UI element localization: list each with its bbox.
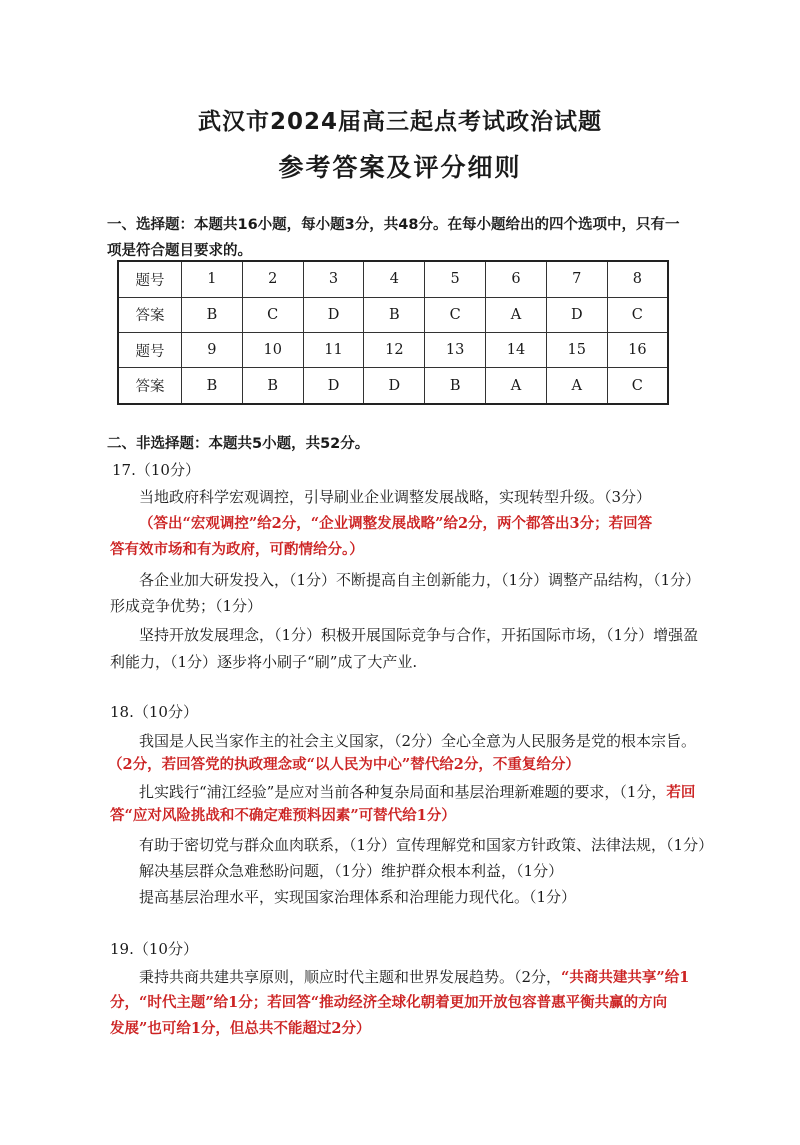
question-number: 7 <box>546 261 607 297</box>
question-number: 11 <box>303 332 364 367</box>
answer-cell: D <box>546 297 607 332</box>
question-number: 4 <box>364 261 425 297</box>
table-row-label: 题号 <box>118 261 182 297</box>
q17-answer-line: 坚持开放发展理念，（1分）积极开展国际竞争与合作，开拓国际市场，（1分）增强盈 <box>139 626 699 644</box>
q17-answer-line: 当地政府科学宏观调控，引导刷业企业调整发展战略，实现转型升级。（3分） <box>139 488 652 506</box>
question-number: 8 <box>607 261 668 297</box>
question-number: 13 <box>425 332 486 367</box>
q18-answer-line: 我国是人民当家作主的社会主义国家，（2分）全心全意为人民服务是党的根本宗旨。 <box>139 732 697 750</box>
section1-heading-cont: 项是符合题目要求的。 <box>107 243 252 259</box>
q19-scoring-note: 分，“时代主题”给1分；若回答“推动经济全球化朝着更加开放包容普惠平衡共赢的方向 <box>110 994 668 1011</box>
table-row-label: 题号 <box>118 332 182 367</box>
section1-heading: 一、选择题：本题共16小题，每小题3分，共48分。在每小题给出的四个选项中，只有一 <box>107 217 680 233</box>
q17-scoring-note: 答有效市场和有为政府，可酌情给分。） <box>110 541 364 558</box>
answer-table <box>117 260 669 405</box>
q17-answer-line: 各企业加大研发投入，（1分）不断提高自主创新能力，（1分）调整产品结构，（1分） <box>139 571 701 589</box>
answer-cell: D <box>303 368 364 404</box>
table-row <box>118 332 668 367</box>
question-number: 2 <box>242 261 303 297</box>
question-number: 6 <box>486 261 547 297</box>
q18-answer-line: 提高基层治理水平，实现国家治理体系和治理能力现代化。（1分） <box>139 888 577 906</box>
q18-scoring-note: 若回 <box>666 784 696 801</box>
section2-heading: 二、非选择题：本题共5小题，共52分。 <box>107 436 370 452</box>
answer-cell: B <box>242 368 303 404</box>
document-subtitle: 参考答案及评分细则 <box>278 153 522 182</box>
table-row-label: 答案 <box>118 297 182 332</box>
q19-heading: 19.（10分） <box>110 940 198 958</box>
question-number: 10 <box>242 332 303 367</box>
q17-answer-line: 利能力，（1分）逐步将小刷子“刷”成了大产业. <box>110 653 418 671</box>
answer-cell: B <box>364 297 425 332</box>
answer-cell: A <box>546 368 607 404</box>
q19-scoring-note: “共商共建共享”给1 <box>561 969 690 986</box>
answer-cell: D <box>303 297 364 332</box>
table-row <box>118 297 668 332</box>
answer-cell: D <box>364 368 425 404</box>
answer-cell: C <box>607 297 668 332</box>
question-number: 9 <box>182 332 243 367</box>
question-number: 3 <box>303 261 364 297</box>
question-number: 12 <box>364 332 425 367</box>
answer-cell: A <box>486 297 547 332</box>
q18-scoring-note: （2分，若回答党的执政理念或“以人民为中心”替代给2分，不重复给分） <box>108 756 580 773</box>
q17-answer-line: 形成竞争优势；（1分） <box>110 597 263 615</box>
question-number: 15 <box>546 332 607 367</box>
answer-cell: C <box>607 368 668 404</box>
q19-scoring-note: 发展”也可给1分，但总共不能超过2分） <box>110 1020 371 1037</box>
document-title: 武汉市2024届高三起点考试政治试题 <box>197 109 602 135</box>
question-number: 1 <box>182 261 243 297</box>
question-number: 5 <box>425 261 486 297</box>
answer-cell: B <box>425 368 486 404</box>
question-number: 14 <box>486 332 547 367</box>
table-row <box>118 261 668 297</box>
q18-answer-line <box>139 781 695 804</box>
q18-scoring-note: 答“应对风险挑战和不确定难预料因素”可替代给1分） <box>110 807 456 824</box>
answer-cell: C <box>425 297 486 332</box>
answer-cell: C <box>242 297 303 332</box>
answer-cell: B <box>182 368 243 404</box>
q17-scoring-note: （答出“宏观调控”给2分，“企业调整发展战略”给2分，两个都答出3分；若回答 <box>139 515 653 532</box>
answer-cell: A <box>486 368 547 404</box>
table-row-label: 答案 <box>118 368 182 404</box>
q18-answer-text: 扎实践行“浦江经验”是应对当前各种复杂局面和基层治理新难题的要求，（1分， <box>139 783 667 801</box>
q18-heading: 18.（10分） <box>110 703 198 721</box>
question-number: 16 <box>607 332 668 367</box>
q19-answer-text: 秉持共商共建共享原则，顺应时代主题和世界发展趋势。（2分， <box>139 968 562 986</box>
q19-answer-line <box>139 966 689 989</box>
q17-heading: 17.（10分） <box>112 461 200 479</box>
table-row <box>118 368 668 404</box>
q18-answer-line: 有助于密切党与群众血肉联系，（1分）宣传理解党和国家方针政策、法律法规，（1分） <box>139 836 714 854</box>
answer-cell: B <box>182 297 243 332</box>
q18-answer-line: 解决基层群众急难愁盼问题，（1分）维护群众根本利益，（1分） <box>139 862 564 880</box>
